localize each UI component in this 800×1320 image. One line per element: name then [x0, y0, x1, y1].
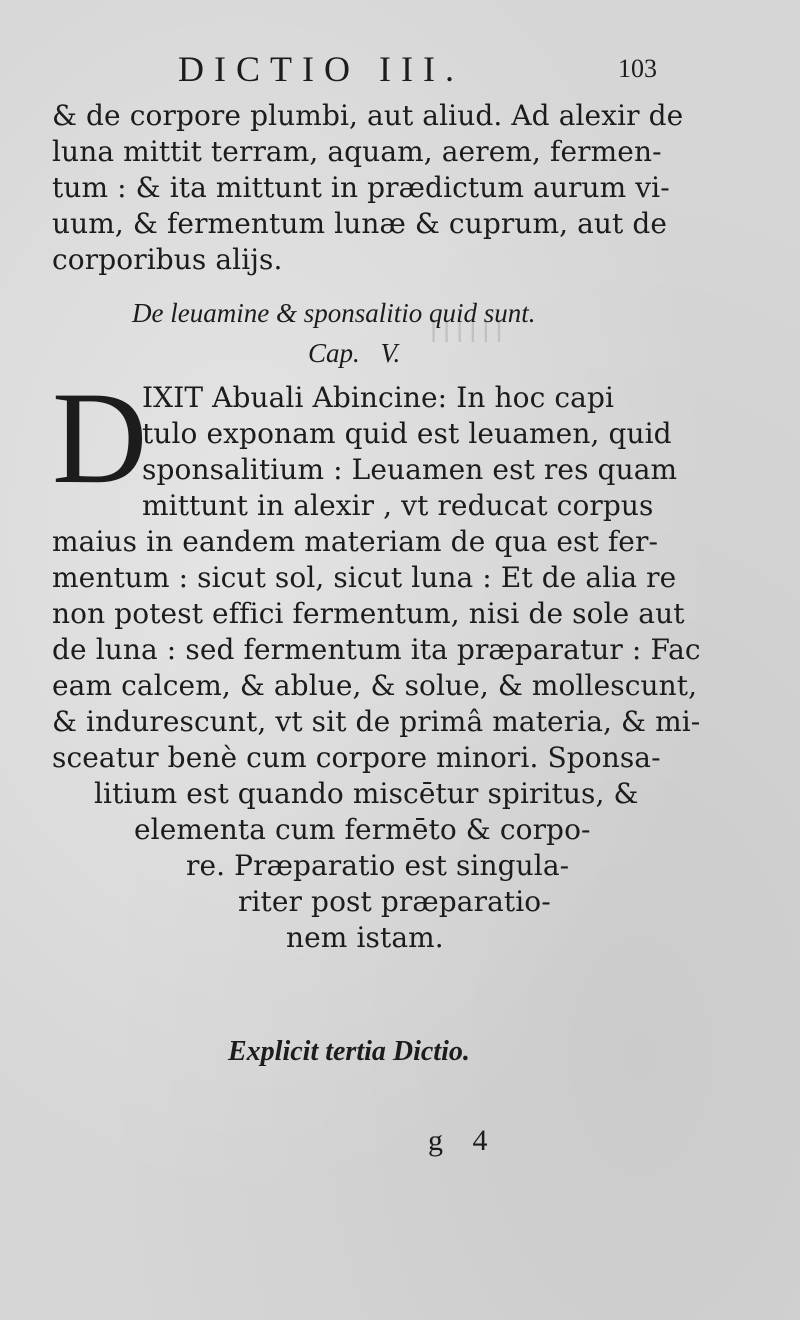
text-line: maius in eandem materiam de qua est fer- — [52, 525, 658, 558]
chapter-label: Cap. V. — [308, 338, 401, 368]
text-line: mentum : sicut sol, sicut luna : Et de alia re — [52, 561, 677, 594]
text-line: tum : & ita mittunt in prædictum aurum vi- — [52, 171, 670, 204]
running-head: DICTIO III. — [178, 49, 464, 89]
text-line: & de corpore plumbi, aut aliud. Ad alexir de — [52, 99, 684, 132]
text-line: corporibus alijs. — [52, 243, 283, 276]
text-line: uum, & fermentum lunæ & cuprum, aut de — [52, 207, 668, 240]
page-number: 103 — [618, 54, 657, 83]
text-line: non potest effici fermentum, nisi de sole aut — [52, 597, 685, 630]
text-line: luna mittit terram, aquam, aerem, fermen- — [52, 135, 662, 168]
bleed-through-text: ꟾ ꟾ ꟾ ꟾ ꟾ ꟾ — [430, 322, 503, 348]
signature-mark: g 4 — [428, 1124, 488, 1157]
text-line: eam calcem, & ablue, & solue, & mollescunt, — [52, 669, 698, 702]
text-line: IXIT Abuali Abincine: In hoc capi — [142, 381, 615, 414]
text-line: sceatur benè cum corpore minori. Sponsa- — [52, 741, 661, 774]
text-line: re. Præparatio est singula- — [186, 849, 570, 882]
drop-cap: D — [52, 364, 148, 511]
text-line: riter post præparatio- — [238, 885, 551, 918]
text-line: & indurescunt, vt sit de primâ materia, & mi- — [52, 705, 701, 738]
explicit-line: Explicit tertia Dictio. — [228, 1036, 470, 1067]
section-heading: De leuamine & sponsalitio quid sunt. — [132, 298, 536, 328]
text-line: mittunt in alexir , vt reducat corpus — [142, 489, 654, 522]
text-line: litium est quando miscētur spiritus, & — [94, 777, 639, 810]
text-line: nem istam. — [286, 921, 444, 954]
text-line: de luna : sed fermentum ita præparatur : Fac — [52, 633, 701, 666]
text-line: tulo exponam quid est leuamen, quid — [142, 417, 672, 450]
text-line: elementa cum fermēto & corpo- — [134, 813, 591, 846]
text-line: sponsalitium : Leuamen est res quam — [142, 453, 678, 486]
